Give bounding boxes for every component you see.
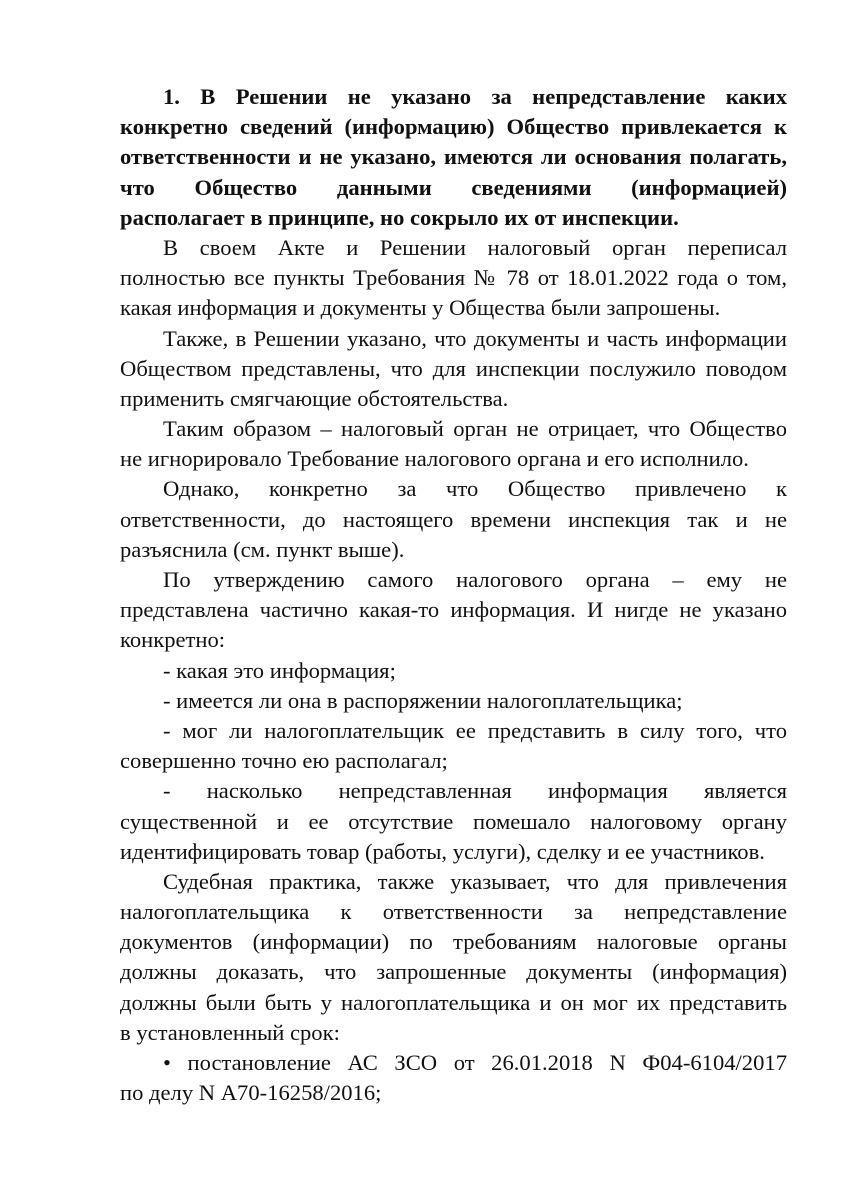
text-line: какая информация и документы у Общества были запрошены. (120, 295, 721, 321)
text-line: Однако, конкретно за что Общество привлечено к (163, 476, 787, 502)
text-line: существенной и ее отсутствие помешало налоговому органу (120, 808, 787, 834)
document-body (120, 82, 787, 1108)
text-line: В своем Акте и Решении налоговый орган переписал (163, 234, 787, 260)
text-line: Судебная практика, также указывает, что для привлечения (163, 868, 787, 894)
paragraph (120, 776, 787, 867)
paragraph (120, 656, 787, 686)
paragraph (120, 82, 787, 233)
text-line: ответственности, до настоящего времени инспекция так и не (120, 506, 787, 532)
text-line: идентифицировать товар (работы, услуги), сделку и ее участников. (120, 838, 765, 864)
text-line: • постановление АС ЗСО от 26.01.2018 N Ф04-6104/2017 (163, 1050, 787, 1075)
text-line: Обществом представлены, что для инспекции послужило поводом (120, 355, 787, 381)
text-line: - насколько непредставленная информация является (163, 778, 787, 804)
paragraph (120, 474, 787, 565)
paragraph (120, 414, 787, 474)
text-line: в установленный срок: (120, 1019, 340, 1045)
text-line: - какая это информация; (163, 657, 396, 683)
text-line: налогоплательщика к ответственности за непредставление (120, 899, 787, 925)
paragraph (120, 867, 787, 1048)
text-line: что Общество данными сведениями (информацией) (120, 174, 787, 200)
paragraph (120, 1048, 787, 1108)
paragraph (120, 716, 787, 776)
text-line: Таким образом – налоговый орган не отрицает, что Общество (163, 416, 787, 442)
paragraph (120, 686, 787, 716)
text-line: По утверждению самого налогового органа – ему не (163, 567, 787, 592)
text-line: разъяснила (см. пункт выше). (120, 536, 405, 562)
text-line: располагает в принципе, но сокрыло их от инспекции. (120, 204, 679, 230)
paragraph (120, 233, 787, 324)
text-line: не игнорировало Требование налогового органа и его исполнило. (120, 446, 749, 472)
text-line: ответственности и не указано, имеются ли основания полагать, (120, 144, 787, 170)
text-line: документов (информации) по требованиям налоговые органы (120, 929, 787, 955)
text-line: применить смягчающие обстоятельства. (120, 385, 509, 411)
text-line: конкретно: (120, 627, 226, 653)
text-line: полностью все пункты Требования № 78 от 18.01.2022 года о том, (120, 265, 787, 291)
paragraph (120, 324, 787, 415)
text-line: совершенно точно ею располагал; (120, 748, 448, 774)
text-line: - имеется ли она в распоряжении налогоплательщика; (163, 687, 683, 713)
text-line: представлена частично какая-то информация. И нигде не указано (120, 597, 787, 623)
text-line: 1. В Решении не указано за непредставление каких (163, 84, 787, 109)
paragraph (120, 565, 787, 656)
text-line: должны были быть у налогоплательщика и он мог их представить (120, 989, 787, 1015)
text-line: должны доказать, что запрошенные документы (информация) (120, 959, 787, 985)
text-line: конкретно сведений (информацию) Общество привлекается к (120, 114, 787, 140)
text-line: Также, в Решении указано, что документы и часть информации (163, 325, 787, 351)
text-line: по делу N А70-16258/2016; (120, 1080, 382, 1106)
text-line: - мог ли налогоплательщик ее представить в силу того, что (163, 717, 787, 743)
